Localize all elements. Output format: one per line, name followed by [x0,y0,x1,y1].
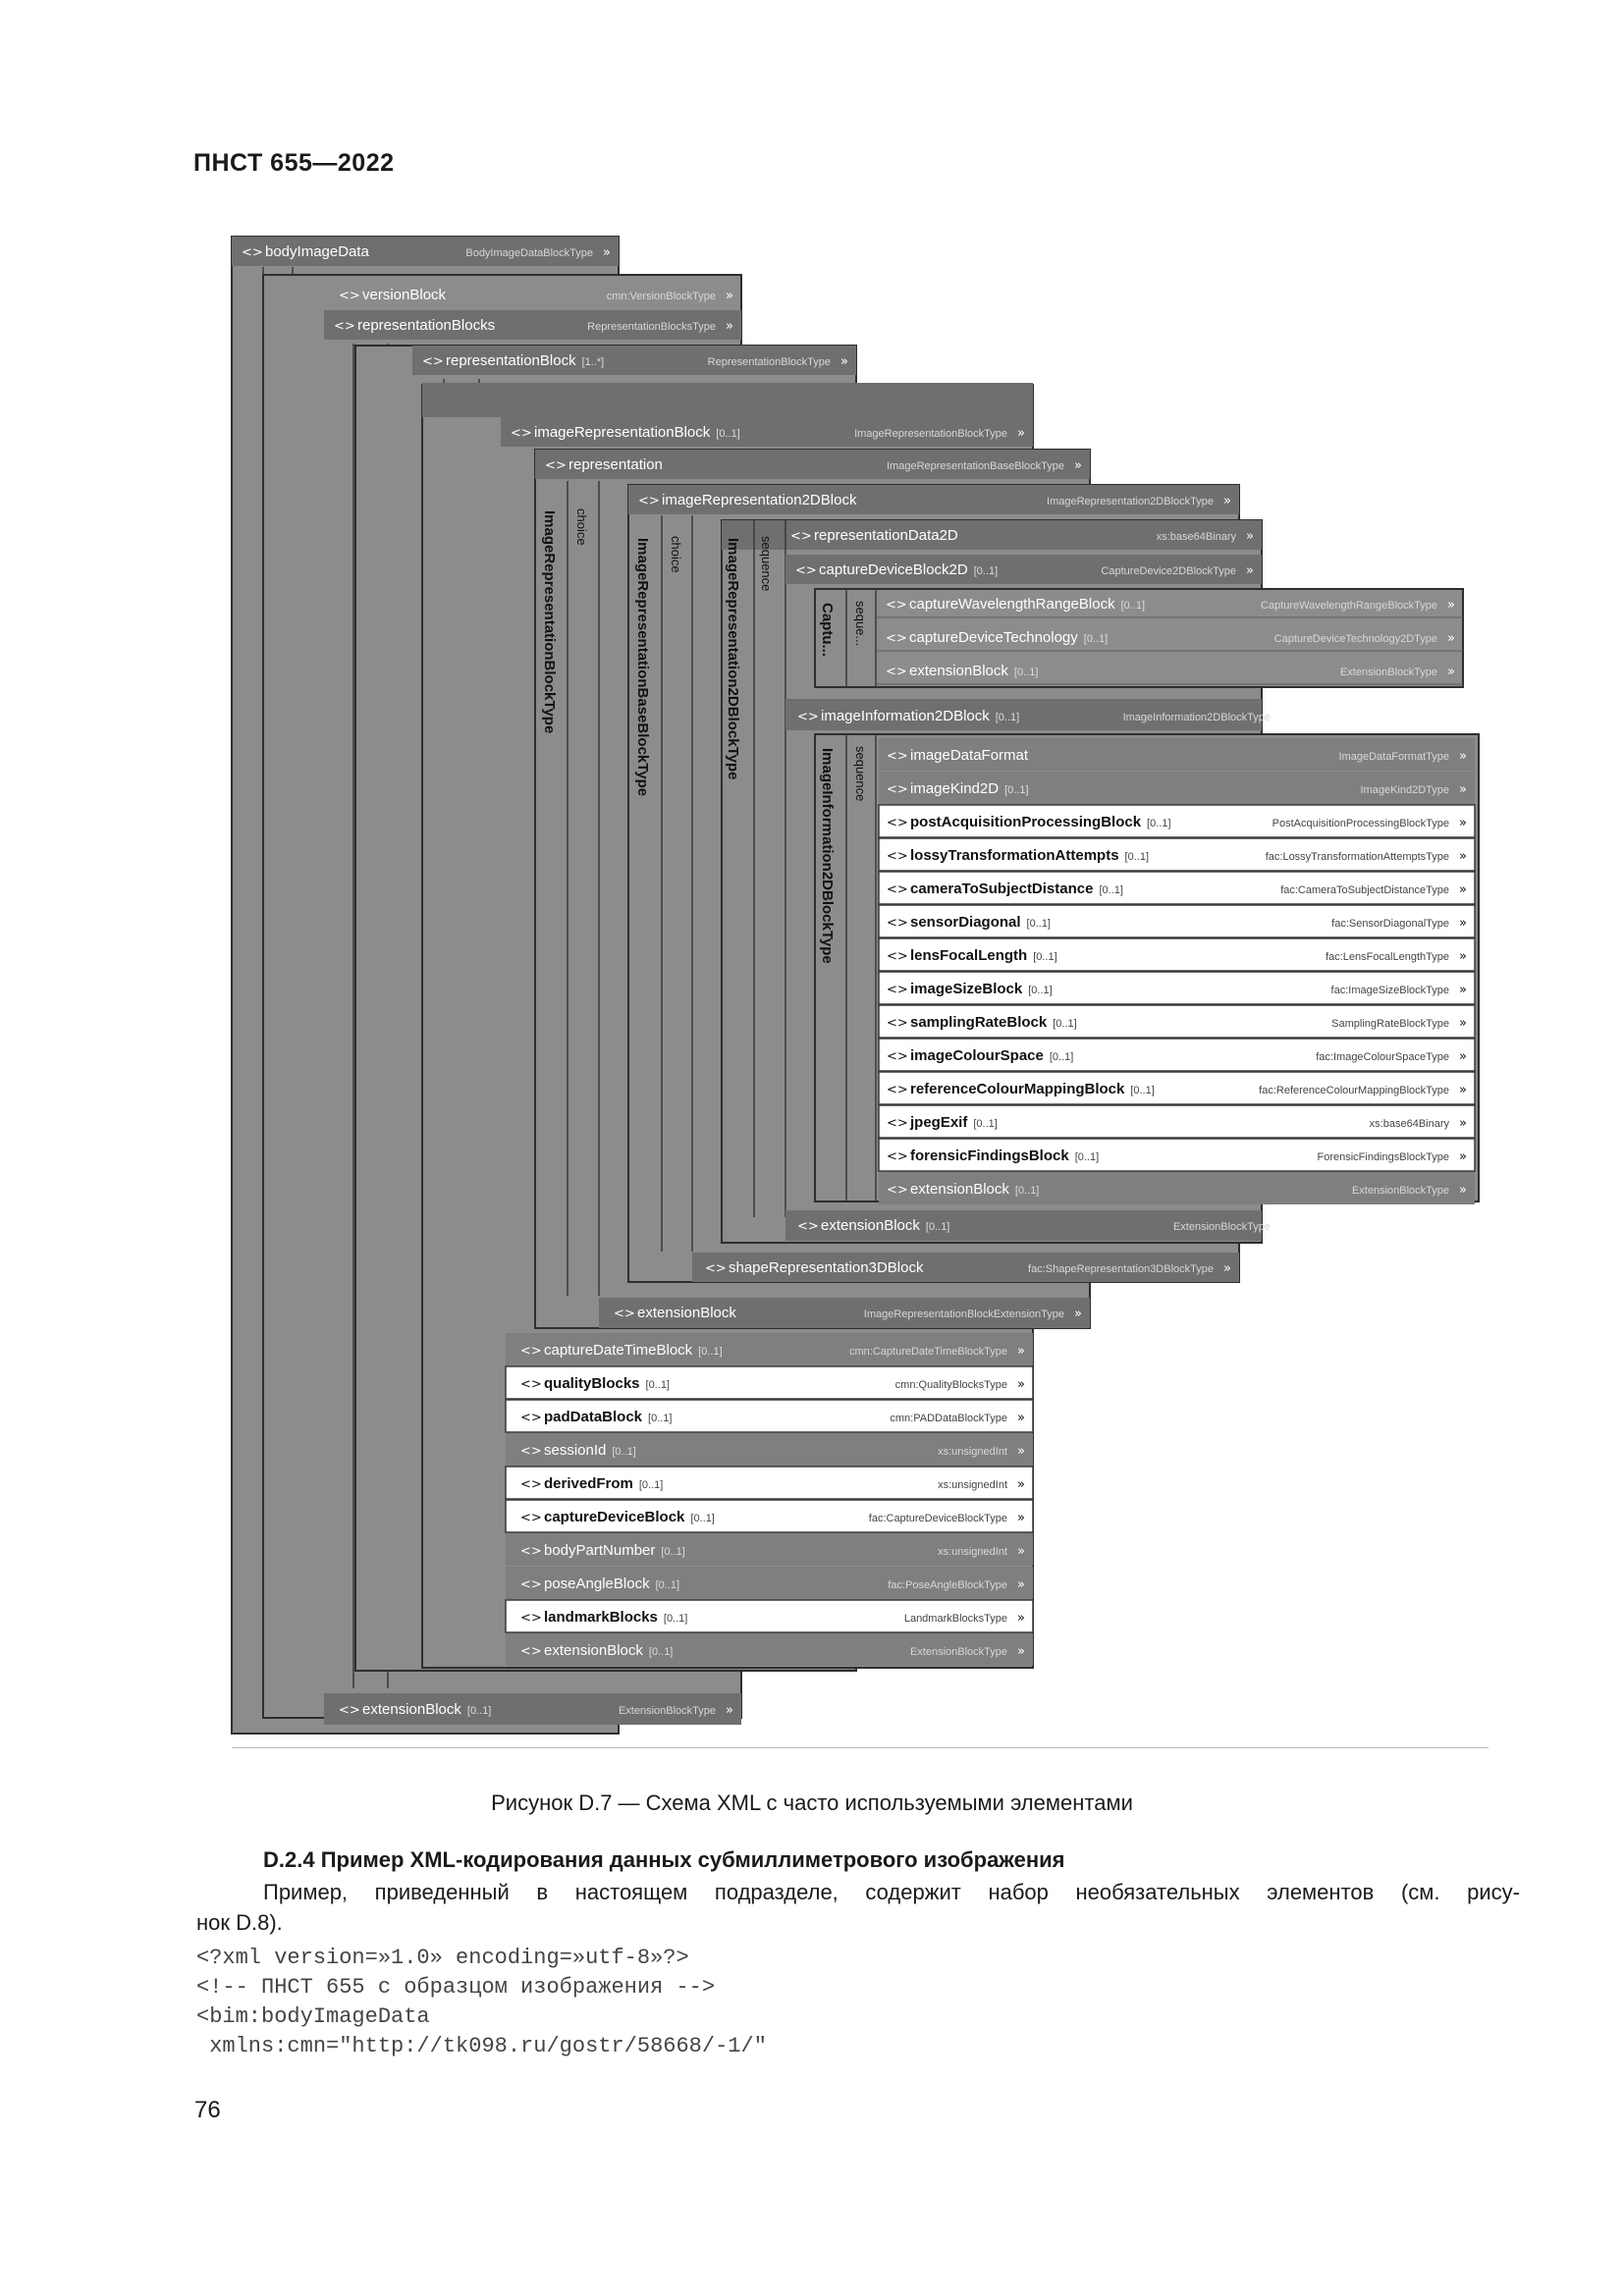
expand-icon: » [1223,1261,1231,1276]
compositor-label: choice [574,508,589,546]
expand-icon: » [1074,458,1082,473]
element-icon: <> [339,1703,360,1718]
element-type: fac:CaptureDeviceBlockType [868,1513,1007,1524]
expand-icon: » [1017,1477,1025,1492]
cardinality: [0..1] [1074,1151,1100,1163]
element-type: BodyImageDataBlockType [465,247,593,259]
element-type: ExtensionBlockType [1351,1185,1449,1197]
element-icon: <> [242,245,263,260]
block-type-label: Captu... [819,603,836,657]
cardinality: [0..1] [1033,951,1057,963]
element-icon: <> [511,426,532,441]
row-extensionBlock: extensionBlock [821,1217,920,1234]
expand-icon: » [726,319,733,334]
expand-icon: » [1017,1411,1025,1425]
cardinality: [0..1] [1083,633,1109,645]
expand-icon: » [1223,494,1231,508]
element-icon: <> [339,289,360,303]
element-type: CaptureWavelengthRangeBlockType [1261,600,1437,612]
cardinality: [0..1] [648,1413,673,1424]
row-imageKind2D: imageKind2D [910,780,1000,797]
element-type: PostAcquisitionProcessingBlockType [1272,818,1449,829]
element-icon: <> [520,1377,542,1392]
element-icon: <> [887,782,908,797]
code-line: <?xml version=»1.0» encoding=»utf-8»?> [196,1946,689,1970]
element-type: ForensicFindingsBlockType [1317,1151,1449,1163]
cardinality: [0..1] [663,1613,688,1625]
element-icon: <> [614,1307,635,1321]
code-line: xmlns:cmn="http://tk098.ru/gostr/58668/-1/" [196,2034,767,2058]
element-type: fac:CameraToSubjectDistanceType [1280,884,1449,896]
cardinality: [0..1] [690,1513,715,1524]
expand-icon: » [1017,1544,1025,1559]
element-type: fac:PoseAngleBlockType [888,1579,1007,1591]
element-type: ImageRepresentationBlockType [854,428,1007,440]
cardinality: [0..1] [925,1221,950,1233]
figure-caption: Рисунок D.7 — Схема XML с часто используемыми элементами [491,1790,1133,1815]
expand-icon: » [1074,1307,1082,1321]
expand-icon: » [1017,1511,1025,1525]
cardinality: [0..1] [1013,667,1039,678]
code-line: <bim:bodyImageData [196,2004,430,2029]
row-landmarkBlocks: landmarkBlocks [544,1609,658,1626]
expand-icon: » [1017,1644,1025,1659]
element-type: cmn:QualityBlocksType [894,1379,1007,1391]
row-extensionBlock: extensionBlock [637,1305,736,1321]
element-icon: <> [520,1477,542,1492]
row-captureDeviceBlock: captureDeviceBlock [544,1509,685,1525]
element-type: fac:LensFocalLengthType [1326,951,1449,963]
cardinality: [0..1] [655,1579,680,1591]
image-representation-block-title: imageRepresentationBlock [534,424,711,441]
cardinality: [0..1] [612,1446,636,1458]
code-line: <!-- ПНСТ 655 с образцом изображения --> [196,1975,716,2000]
cardinality: [0..1] [1049,1051,1074,1063]
row-postAcquisitionProcessingBlock: postAcquisitionProcessingBlock [910,814,1142,830]
expand-icon: » [1017,1577,1025,1592]
element-type: ImageDataFormatType [1338,751,1449,763]
element-icon: <> [887,1083,908,1097]
row-imageDataFormat: imageDataFormat [910,747,1029,764]
expand-icon: » [1459,1116,1467,1131]
element-icon: <> [887,949,908,964]
representation-title: representation [568,456,663,473]
image-representation-2d-title: imageRepresentation2DBlock [662,492,857,508]
section-paragraph [196,1877,1520,1938]
element-type: ImageRepresentationBlockExtensionType [863,1308,1064,1320]
expand-icon: » [1246,563,1254,578]
element-type: ExtensionBlockType [1172,1221,1271,1233]
expand-icon: » [1447,665,1455,679]
xml-code-sample [196,1944,767,2061]
row-cameraToSubjectDistance: cameraToSubjectDistance [910,881,1094,897]
element-icon: <> [545,458,567,473]
element-icon: <> [520,1511,542,1525]
element-icon: <> [520,1444,542,1459]
cardinality: [0..1] [995,712,1020,723]
row-representationData2D: representationData2D [814,527,958,544]
row-imageSizeBlock: imageSizeBlock [910,981,1023,997]
expand-icon: » [1459,1016,1467,1031]
element-type: fac:ReferenceColourMappingBlockType [1259,1085,1449,1096]
element-type: fac:ImageSizeBlockType [1330,985,1449,996]
expand-icon: » [1447,598,1455,613]
expand-icon: » [1459,983,1467,997]
element-type: fac:SensorDiagonalType [1331,918,1449,930]
expand-icon: » [1459,1049,1467,1064]
row-extensionBlock: extensionBlock [910,1181,1009,1198]
element-icon: <> [790,529,812,544]
cardinality: [0..1] [1014,1185,1040,1197]
expand-icon: » [1459,816,1467,830]
row-versionBlock: versionBlock [362,287,447,303]
element-icon: <> [520,1644,542,1659]
element-icon: <> [887,882,908,897]
element-type: ExtensionBlockType [909,1646,1007,1658]
cardinality: [0..1] [661,1546,685,1558]
expand-icon: » [1459,849,1467,864]
row-imageInformation2DBlock: imageInformation2DBlock [821,708,990,724]
element-type: xs:base64Binary [1156,531,1236,543]
row-lensFocalLength: lensFocalLength [910,947,1028,964]
element-icon: <> [886,665,907,679]
figure-bottom-rule [232,1747,1489,1748]
cardinality: [0..1] [1124,851,1150,863]
element-type: LandmarkBlocksType [903,1613,1007,1625]
element-type: xs:base64Binary [1369,1118,1449,1130]
block-type-label: ImageInformation2DBlockType [819,748,836,964]
cardinality: [0..1] [716,428,740,440]
compositor-label: seque... [853,601,868,647]
expand-icon: » [1017,1377,1025,1392]
cardinality: [0..1] [1147,818,1171,829]
expand-icon: » [1459,782,1467,797]
row-padDataBlock: padDataBlock [544,1409,643,1425]
section-heading: D.2.4 Пример XML-кодирования данных субмиллиметрового изображения [263,1847,1065,1872]
row-samplingRateBlock: samplingRateBlock [910,1014,1048,1031]
cardinality: [0..1] [638,1479,664,1491]
element-icon: <> [705,1261,727,1276]
element-icon: <> [797,1219,819,1234]
cardinality: [0..1] [1053,1018,1077,1030]
element-type: fac:ImageColourSpaceType [1316,1051,1449,1063]
element-icon: <> [887,916,908,931]
row-lossyTransformationAttempts: lossyTransformationAttempts [910,847,1119,864]
element-type: xs:unsignedInt [938,1546,1007,1558]
row-extensionBlock: extensionBlock [362,1701,461,1718]
compositor-label: choice [669,536,683,573]
row-captureDeviceTechnology: captureDeviceTechnology [909,629,1078,646]
element-icon: <> [520,1411,542,1425]
element-type: ImageRepresentation2DBlockType [1047,496,1214,507]
row-bodyPartNumber: bodyPartNumber [544,1542,656,1559]
row-captureWavelengthRangeBlock: captureWavelengthRangeBlock [909,596,1115,613]
element-icon: <> [887,1116,908,1131]
expand-icon: » [1459,916,1467,931]
element-type: RepresentationBlockType [707,356,831,368]
element-icon: <> [887,1016,908,1031]
element-icon: <> [887,749,908,764]
cardinality: [0..1] [973,565,999,577]
row-band [422,383,1033,417]
element-type: cmn:CaptureDateTimeBlockType [849,1346,1007,1358]
representation-blocks-title: representationBlocks [357,317,496,334]
cardinality: [0..1] [645,1379,670,1391]
element-icon: <> [887,816,908,830]
element-icon: <> [797,710,819,724]
row-referenceColourMappingBlock: referenceColourMappingBlock [910,1081,1125,1097]
expand-icon: » [1459,882,1467,897]
expand-icon: » [1459,749,1467,764]
expand-icon: » [1459,1083,1467,1097]
element-type: xs:unsignedInt [938,1446,1007,1458]
block-type-label: ImageRepresentationBlockType [541,510,558,734]
paragraph-line-1: Пример, приведенный в настоящем подразделе, содержит набор необязательных элементов (см. рису- [263,1880,1520,1904]
row-shapeRepresentation3DBlock: shapeRepresentation3DBlock [729,1259,924,1276]
expand-icon: » [1447,631,1455,646]
root-title: bodyImageData [265,243,369,260]
cardinality: [0..1] [466,1705,492,1717]
element-type: CaptureDevice2DBlockType [1101,565,1236,577]
expand-icon: » [1280,1219,1288,1234]
expand-icon: » [1459,949,1467,964]
element-type: CaptureDeviceTechnology2DType [1273,633,1437,645]
element-type: RepresentationBlocksType [587,321,716,333]
expand-icon: » [1459,1149,1467,1164]
cardinality: [0..1] [698,1346,723,1358]
element-icon: <> [520,1344,542,1359]
element-type: ExtensionBlockType [1339,667,1437,678]
element-icon: <> [520,1544,542,1559]
element-type: ImageInformation2DBlockType [1122,712,1271,723]
block-type-label: ImageRepresentation2DBlockType [725,538,741,780]
row-imageColourSpace: imageColourSpace [910,1047,1044,1064]
row-forensicFindingsBlock: forensicFindingsBlock [910,1148,1069,1164]
cardinality: [0..1] [973,1118,998,1130]
element-type: SamplingRateBlockType [1331,1018,1449,1030]
cardinality: [0..1] [1028,985,1053,996]
element-type: fac:ShapeRepresentation3DBlockType [1028,1263,1214,1275]
element-icon: <> [886,631,907,646]
representation-block-title: representationBlock [446,352,576,369]
compositor-label: sequence [853,746,868,802]
row-jpegExif: jpegExif [910,1114,968,1131]
element-icon: <> [887,849,908,864]
element-icon: <> [422,354,444,369]
element-type: fac:LossyTransformationAttemptsType [1265,851,1449,863]
element-icon: <> [887,1149,908,1164]
expand-icon: » [1017,1444,1025,1459]
row-sessionId: sessionId [544,1442,607,1459]
row-derivedFrom: derivedFrom [544,1475,633,1492]
page-number: 76 [194,2097,221,2123]
expand-icon: » [1017,426,1025,441]
element-icon: <> [638,494,660,508]
element-icon: <> [887,1183,908,1198]
element-icon: <> [520,1611,542,1626]
expand-icon: » [726,1703,733,1718]
expand-icon: » [726,289,733,303]
element-type: cmn:PADDataBlockType [890,1413,1007,1424]
element-type: xs:unsignedInt [938,1479,1007,1491]
row-poseAngleBlock: poseAngleBlock [544,1575,650,1592]
expand-icon: » [840,354,848,369]
expand-icon: » [1017,1611,1025,1626]
expand-icon: » [1017,1344,1025,1359]
element-type: ExtensionBlockType [618,1705,716,1717]
element-icon: <> [334,319,355,334]
expand-icon: » [1459,1183,1467,1198]
element-type: ImageKind2DType [1360,784,1449,796]
element-icon: <> [520,1577,542,1592]
element-icon: <> [887,983,908,997]
paragraph-line-2: нок D.8). [196,1910,283,1935]
row-sensorDiagonal: sensorDiagonal [910,914,1021,931]
cardinality: [0..1] [1004,784,1029,796]
row-captureDateTimeBlock: captureDateTimeBlock [544,1342,693,1359]
expand-icon: » [603,245,611,260]
expand-icon: » [1246,529,1254,544]
document-header: ПНСТ 655—2022 [193,149,395,177]
element-type: ImageRepresentationBaseBlockType [887,460,1064,472]
row-extensionBlock: extensionBlock [544,1642,643,1659]
element-icon: <> [887,1049,908,1064]
cardinality: [0..1] [1130,1085,1155,1096]
expand-icon: » [1280,710,1288,724]
element-icon: <> [795,563,817,578]
row-qualityBlocks: qualityBlocks [544,1375,640,1392]
cardinality: [0..1] [1099,884,1123,896]
block-type-label: ImageRepresentationBaseBlockType [634,538,651,797]
compositor-label: sequence [759,536,774,592]
row-extensionBlock: extensionBlock [909,663,1008,679]
cardinality: [0..1] [648,1646,674,1658]
cardinality: [0..1] [1026,918,1051,930]
capture-device-2d-title: captureDeviceBlock2D [819,561,968,578]
cardinality: [0..1] [1120,600,1146,612]
element-type: cmn:VersionBlockType [606,291,716,302]
element-icon: <> [886,598,907,613]
cardinality: [1..*] [581,356,605,368]
